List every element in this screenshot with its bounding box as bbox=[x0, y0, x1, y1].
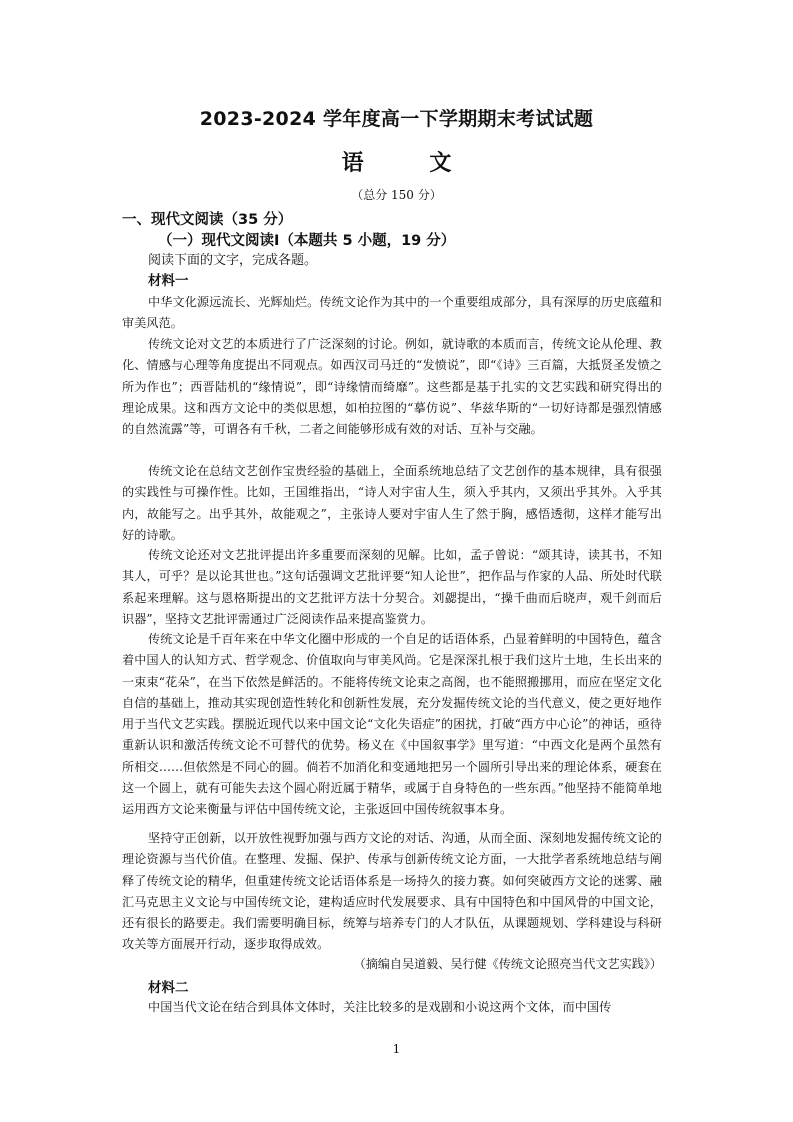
material-one-paragraph: 传统文论是千百年来在中华文化圈中形成的一个自足的话语体系，凸显着鲜明的中国特色，蕴含着中国人的认知方式、哲学观念、价值取向与审美风尚。它是深深扎根于我们这片土地，生长出来的一束束“花朵”，在当下依然是鲜活的。不能将传统文论束之高阁，也不能照搬挪用，而应在坚定文化自信的基础上，推动其实现创造性转化和创新性发展，充分发掘传统文论的当代意义，使之更好地作用于当代文艺实践。摆脱近现代以来中国文论“文化失语症”的困扰，打破“西方中心论”的神话，亟待重新认识和激活传统文论不可替代的优势。杨义在《中国叙事学》里写道：“中西文化是两个虽然有所相交……但依然是不同心的圆。倘若不加消化和变通地把另一个圆所引导出来的理论体系，硬套在这一个圆上，就有可能失去这个圆心附近属于精华，或属于自身特色的一些东西。”他坚持不能简单地运用西方文论来衡量与评估中国传统文论，主张返回中国传统叙事本身。 bbox=[122, 632, 662, 817]
material-one-paragraph: 传统文论对文艺的本质进行了广泛深刻的讨论。例如，就诗歌的本质而言，传统文论从伦理、教化、情感与心理等角度提出不同观点。如西汉司马迁的“发愤说”，即“《诗》三百篇，大抵贤圣发愤之所为作也”；西晋陆机的“缘情说”，即“诗缘情而绮靡”。这些都是基于扎实的文艺实践和研究得出的理论成果。这和西方文论中的类似思想，如柏拉图的“摹仿说”、华兹华斯的“一切好诗都是强烈情感的自然流露”等，可谓各有千秋，二者之间能够形成有效的对话、互补与交融。 bbox=[122, 337, 662, 437]
page-number: 1 bbox=[392, 1042, 401, 1056]
material-two-label: 材料二 bbox=[148, 980, 189, 996]
material-one-paragraph: 坚持守正创新，以开放性视野加强与西方文论的对话、沟通，从而全面、深刻地发掘传统文论的理论资源与当代价值。在整理、发掘、保护、传承与创新传统文论方面，一大批学者系统地总结与阐释了传统文论的精华，但重建传统文论话语体系是一场持久的接力赛。如何突破西方文论的迷雾、融汇马克思主义文论与中国传统文论，建构适应时代发展要求、具有中国特色和中国风骨的中国文论，还有很长的路要走。我们需要明确目标，统筹与培养专门的人才队伍，从课题规划、学科建设与科研攻关等方面展开行动，逐步取得成效。 bbox=[122, 831, 662, 952]
exam-title: 2023-2024 学年度高一下学期期末考试试题 bbox=[199, 108, 594, 130]
material-one-paragraph: 传统文论还对文艺批评提出许多重要而深刻的见解。比如，孟子曾说：“颂其诗，读其书，不知其人，可乎？是以论其世也。”这句话强调文艺批评要“知人论世”，把作品与作家的人品、所处时代联系起来理解。这与恩格斯提出的文艺批评方法十分契合。刘勰提出，“操千曲而后晓声，观千剑而后识器”，坚持文艺批评需通过广泛阅读作品来提高鉴赏力。 bbox=[122, 548, 662, 626]
section-heading: 一、现代文阅读（35 分） bbox=[122, 212, 293, 228]
material-one-paragraph: 传统文论在总结文艺创作宝贵经验的基础上，全面系统地总结了文艺创作的基本规律，具有很强的实践性与可操作性。比如，王国维指出，“诗人对宇宙人生，须入乎其内，又须出乎其外。入乎其内，故能写之。出乎其外，故能观之”，主张诗人要对宇宙人生了然于胸，感悟透彻，这样才能写出好的诗歌。 bbox=[122, 464, 662, 542]
total-score: （总分 150 分） bbox=[351, 188, 442, 202]
material-one-label: 材料一 bbox=[148, 273, 189, 289]
material-one-source: （摘编自吴道毅、吴行健《传统文论照亮当代文艺实践》） bbox=[353, 957, 662, 971]
subject-title: 语 文 bbox=[341, 151, 472, 176]
reading-instruction: 阅读下面的文字，完成各题。 bbox=[148, 253, 318, 268]
material-one-paragraph: 中华文化源远流长、光辉灿烂。传统文论作为其中的一个重要组成部分，具有深厚的历史底蕴和审美风范。 bbox=[122, 295, 662, 331]
material-two-paragraph: 中国当代文论在结合到具体文体时，关注比较多的是戏剧和小说这两个文体，而中国传 bbox=[148, 1000, 612, 1014]
sub-section-heading: （一）现代文阅读Ⅰ（本题共 5 小题，19 分） bbox=[158, 233, 456, 249]
